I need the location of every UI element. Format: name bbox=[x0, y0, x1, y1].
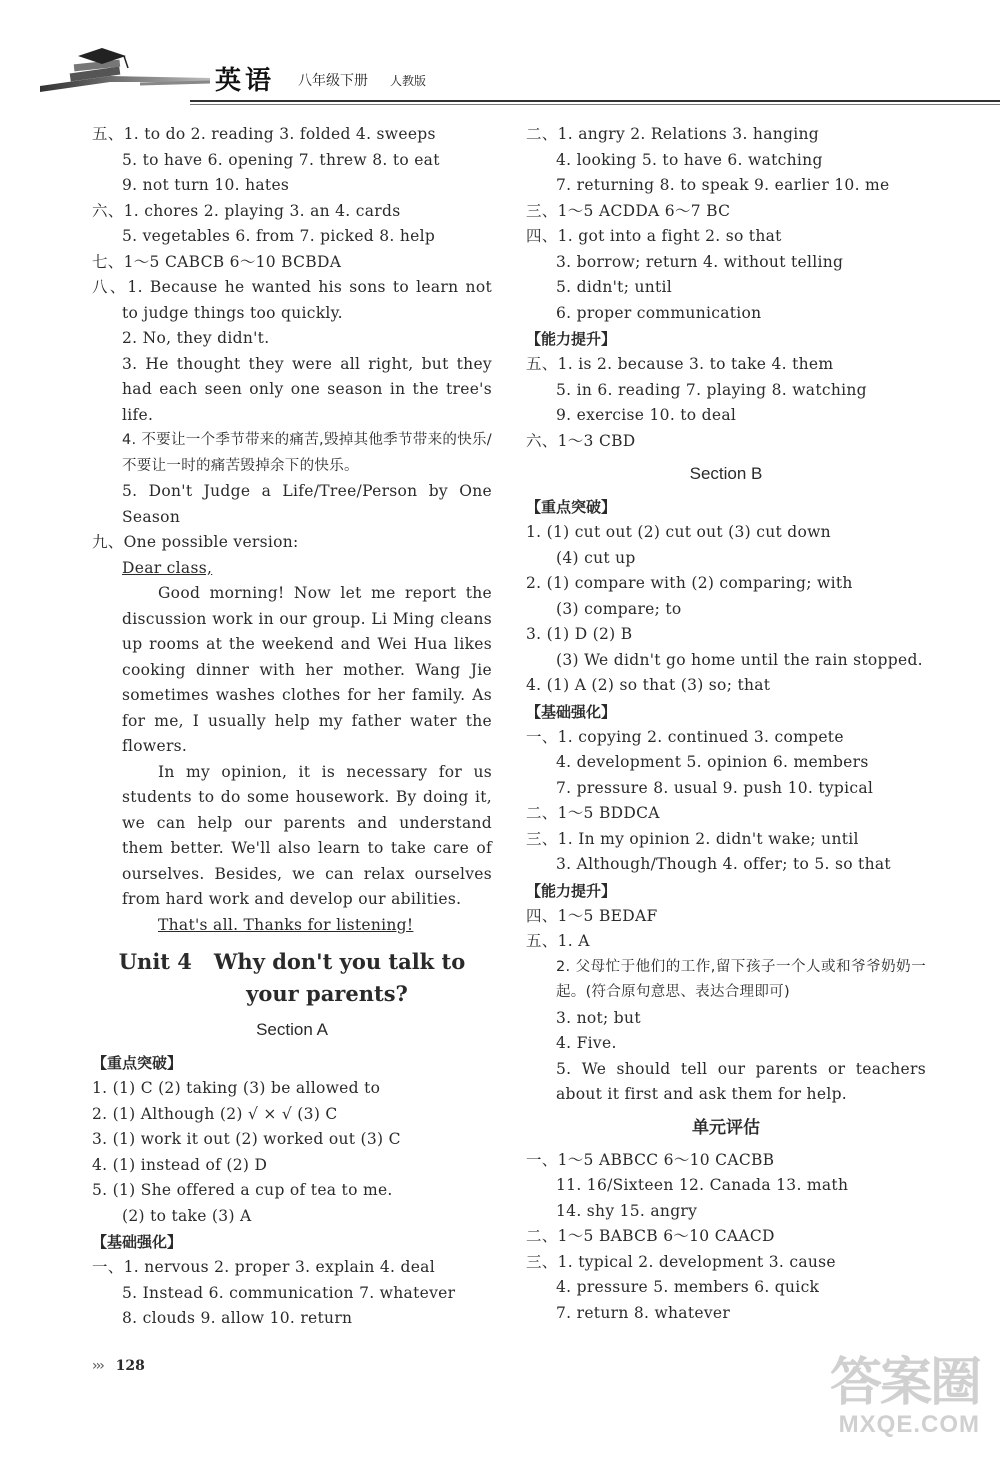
answer-line: 3. (1) work it out (2) worked out (3) C bbox=[92, 1130, 401, 1148]
answer-line: 3. Although/Though 4. offer; to 5. so that bbox=[556, 855, 891, 873]
answer-line: 11. 16/Sixteen 12. Canada 13. math bbox=[556, 1176, 849, 1194]
letter-closing: That's all. Thanks for listening! bbox=[158, 915, 414, 934]
subsection-heading: 【重点突破】 bbox=[92, 1054, 183, 1072]
answer-line: 5. Instead 6. communication 7. whatever bbox=[122, 1283, 456, 1302]
page-number: 128 bbox=[115, 1358, 145, 1374]
answer-paragraph-chinese: 4. 不要让一个季节带来的痛苦,毁掉其他季节带来的快乐/不要让一时的痛苦毁掉余下的快乐。 bbox=[122, 432, 492, 474]
page-footer bbox=[92, 1358, 145, 1374]
answer-line: 5. didn't; until bbox=[556, 278, 673, 296]
answer-line: 4. Five. bbox=[556, 1034, 617, 1052]
books-graduation-cap-icon bbox=[40, 46, 210, 96]
unit-title: Unit 4 Why don't you talk to your parents? bbox=[118, 949, 466, 1006]
answer-paragraph: 八、1. Because he wanted his sons to learn not to judge things too quickly. bbox=[92, 278, 492, 322]
answer-line: 4. (1) instead of (2) D bbox=[92, 1155, 268, 1174]
answer-line: 6. proper communication bbox=[556, 303, 762, 322]
answer-line: 七、1～5 CABCB 6～10 BCBDA bbox=[92, 252, 342, 271]
answer-line: 4. looking 5. to have 6. watching bbox=[556, 150, 823, 169]
answer-line: (3) compare; to bbox=[556, 599, 682, 618]
section-heading: Section A bbox=[256, 1020, 328, 1039]
answer-line: 二、1. angry 2. Relations 3. hanging bbox=[526, 125, 819, 143]
answer-line: 7. return 8. whatever bbox=[556, 1303, 731, 1322]
edition-label: 人教版 bbox=[390, 74, 427, 88]
subsection-heading: 【基础强化】 bbox=[526, 702, 617, 721]
answer-line: 一、1. copying 2. continued 3. compete bbox=[526, 727, 844, 746]
watermark-url: MXQE.COM bbox=[838, 1411, 980, 1438]
answer-line: 九、One possible version: bbox=[92, 533, 299, 551]
answer-line: 14. shy 15. angry bbox=[556, 1201, 698, 1220]
answer-line: 5. (1) She offered a cup of tea to me. bbox=[92, 1181, 393, 1199]
answer-line: 4. pressure 5. members 6. quick bbox=[556, 1278, 820, 1296]
answer-paragraph: 3. He thought they were all right, but they had each seen only one season in the tree's life. bbox=[122, 354, 492, 424]
letter-paragraph: Good morning! Now let me report the discussion work in our group. Li Ming cleans up rooms at the weekend and Wei Hua likes cooking dinner with her mother. Wang Jie sometimes washes clothes for her family. As for me, I usually help my father water the flowers. bbox=[122, 584, 492, 755]
unit-evaluation-heading: 单元评估 bbox=[692, 1117, 760, 1138]
answer-line: 4. (1) A (2) so that (3) so; that bbox=[526, 676, 771, 694]
answer-line: 7. pressure 8. usual 9. push 10. typical bbox=[556, 778, 874, 797]
answer-paragraph: 5. We should tell our parents or teachers about it first and ask them for help. bbox=[556, 1059, 926, 1103]
answer-line: 2. (1) Although (2) √ × √ (3) C bbox=[92, 1104, 338, 1123]
answer-line: 3. (1) D (2) B bbox=[526, 625, 633, 643]
answer-line: 五、1. to do 2. reading 3. folded 4. sweeps bbox=[92, 125, 436, 143]
answer-line: 5. to have 6. opening 7. threw 8. to eat bbox=[122, 150, 440, 169]
answer-line: 3. borrow; return 4. without telling bbox=[556, 252, 844, 271]
subsection-heading: 【能力提升】 bbox=[526, 881, 617, 900]
answer-line: (4) cut up bbox=[556, 548, 636, 567]
right-column bbox=[526, 122, 926, 1326]
answer-paragraph-chinese: 2. 父母忙于他们的工作,留下孩子一个人或和爷爷奶奶一起。(符合原句意思、表达合理即可) bbox=[556, 958, 926, 1000]
answer-line: 5. in 6. reading 7. playing 8. watching bbox=[556, 380, 867, 399]
answer-line: (3) We didn't go home until the rain stopped. bbox=[556, 650, 923, 669]
page-header bbox=[40, 38, 1000, 108]
answer-paragraph: 5. Don't Judge a Life/Tree/Person by One Season bbox=[122, 482, 492, 526]
answer-line: 9. exercise 10. to deal bbox=[556, 406, 737, 424]
left-column bbox=[92, 122, 492, 1332]
answer-line: 4. development 5. opinion 6. members bbox=[556, 753, 869, 771]
answer-line: 9. not turn 10. hates bbox=[122, 176, 290, 194]
site-watermark bbox=[830, 1355, 980, 1439]
subsection-heading: 【基础强化】 bbox=[92, 1233, 183, 1251]
answer-line: 8. clouds 9. allow 10. return bbox=[122, 1309, 353, 1327]
chevrons-icon: ››› bbox=[92, 1358, 103, 1374]
letter-paragraph: In my opinion, it is necessary for us students to do some housework. By doing it, we can help our parents and understand them better. We'll also learn to take care of ourselves. Besides, we can relax ourselves from hard work and develop our abilities. bbox=[122, 762, 492, 908]
answer-line: 六、1～3 CBD bbox=[526, 431, 636, 450]
answer-line: 1. (1) cut out (2) cut out (3) cut down bbox=[526, 523, 831, 541]
subsection-heading: 【能力提升】 bbox=[526, 330, 617, 348]
answer-line: 一、1. nervous 2. proper 3. explain 4. deal bbox=[92, 1258, 435, 1276]
answer-line: 六、1. chores 2. playing 3. an 4. cards bbox=[92, 201, 401, 220]
answer-line: 五、1. A bbox=[526, 932, 590, 950]
subsection-heading: 【重点突破】 bbox=[526, 498, 617, 516]
watermark-logo: 答案圈 bbox=[829, 1353, 980, 1413]
answer-line: 二、1～5 BDDCA bbox=[526, 804, 660, 822]
section-heading: Section B bbox=[689, 464, 763, 483]
answer-line: 一、1～5 ABBCC 6～10 CACBB bbox=[526, 1150, 775, 1169]
answer-line: 2. (1) compare with (2) comparing; with bbox=[526, 574, 853, 592]
answer-line: 四、1～5 BEDAF bbox=[526, 906, 658, 925]
answer-line: 7. returning 8. to speak 9. earlier 10. me bbox=[556, 176, 890, 194]
answer-line: 3. not; but bbox=[556, 1008, 641, 1027]
answer-line: (2) to take (3) A bbox=[122, 1206, 252, 1225]
answer-line: 1. (1) C (2) taking (3) be allowed to bbox=[92, 1079, 381, 1097]
header-divider bbox=[190, 100, 1000, 105]
answer-line: 2. No, they didn't. bbox=[122, 329, 270, 347]
answer-line: 四、1. got into a fight 2. so that bbox=[526, 227, 782, 245]
subject-title: 英语 bbox=[215, 66, 276, 96]
answer-line: 5. vegetables 6. from 7. picked 8. help bbox=[122, 227, 436, 245]
answer-line: 二、1～5 BABCB 6～10 CAACD bbox=[526, 1227, 775, 1245]
grade-label: 八年级下册 bbox=[298, 73, 368, 89]
answer-line: 三、1～5 ACDDA 6～7 BC bbox=[526, 201, 731, 220]
answer-line: 三、1. typical 2. development 3. cause bbox=[526, 1252, 836, 1271]
letter-salutation: Dear class, bbox=[122, 558, 213, 577]
answer-line: 五、1. is 2. because 3. to take 4. them bbox=[526, 355, 834, 373]
answer-line: 三、1. In my opinion 2. didn't wake; until bbox=[526, 829, 859, 848]
